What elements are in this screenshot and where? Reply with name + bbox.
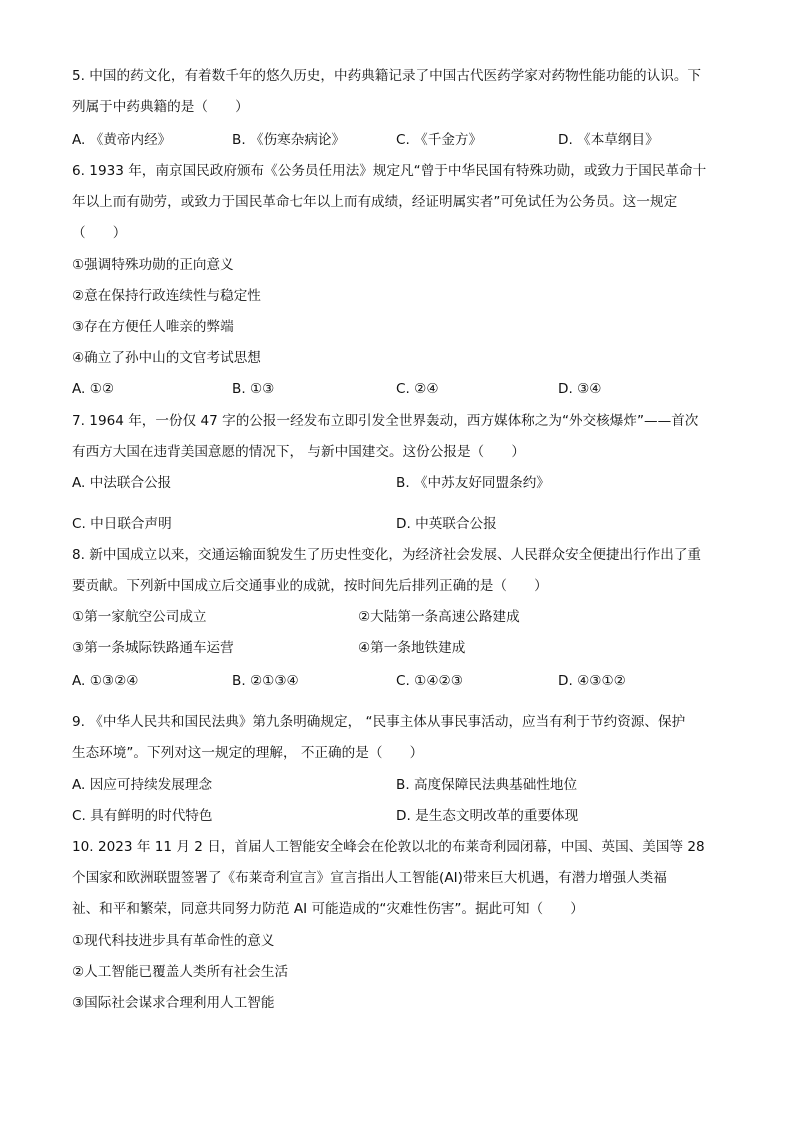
q10-item-1: ①现代科技进步具有革命性的意义 — [72, 933, 275, 949]
q8-item-2: ②大陆第一条高速公路建成 — [358, 609, 520, 625]
q9-stem-line-2: 生态环境”。下列对这一规定的理解， 不正确的是（ ） — [72, 745, 424, 761]
q8-stem-line-1: 8. 新中国成立以来，交通运输面貌发生了历史性变化，为经济社会发展、人民群众安全便捷出行作出了重 — [72, 547, 702, 563]
q7-option-c: C. 中日联合声明 — [72, 516, 172, 532]
q6-option-b: B. ①③ — [232, 381, 275, 397]
q8-stem-line-2: 要贡献。下列新中国成立后交通事业的成就，按时间先后排列正确的是（ ） — [72, 578, 548, 594]
q7-option-d: D. 中英联合公报 — [396, 516, 497, 532]
q6-stem-line-2: 年以上而有勋劳，或致力于国民革命七年以上而有成绩，经证明属实者”可免试任为公务员。这一规定 — [72, 194, 678, 210]
q6-item-2: ②意在保持行政连续性与稳定性 — [72, 288, 261, 304]
q9-option-c: C. 具有鲜明的时代特色 — [72, 808, 213, 824]
q10-stem-line-1: 10. 2023 年 11 月 2 日，首届人工智能安全峰会在伦敦以北的布莱奇利园闭幕，中国、英国、美国等 28 — [72, 839, 705, 855]
q6-option-d: D. ③④ — [558, 381, 602, 397]
q10-item-2: ②人工智能已覆盖人类所有社会生活 — [72, 964, 289, 980]
q8-option-a: A. ①③②④ — [72, 673, 139, 689]
q7-stem-line-1: 7. 1964 年，一份仅 47 字的公报一经发布立即引发全世界轰动，西方媒体称之为“外交核爆炸”——首次 — [72, 413, 699, 429]
q5-option-d: D. 《本草纲目》 — [558, 132, 659, 148]
q10-item-3: ③国际社会谋求合理利用人工智能 — [72, 995, 275, 1011]
q7-stem-line-2: 有西方大国在违背美国意愿的情况下， 与新中国建交。这份公报是（ ） — [72, 444, 525, 460]
q5-option-a: A. 《黄帝内经》 — [72, 132, 172, 148]
q8-option-d: D. ④③①② — [558, 673, 626, 689]
q10-stem-line-3: 祉、和平和繁荣，同意共同努力防范 AI 可能造成的“灾难性伤害”。据此可知（ ） — [72, 901, 584, 917]
q6-option-c: C. ②④ — [396, 381, 439, 397]
q6-option-a: A. ①② — [72, 381, 115, 397]
q8-item-4: ④第一条地铁建成 — [358, 640, 466, 656]
q8-item-3: ③第一条城际铁路通车运营 — [72, 640, 234, 656]
q6-item-1: ①强调特殊功勋的正向意义 — [72, 257, 234, 273]
q6-stem-line-3: （ ） — [72, 225, 127, 241]
q5-stem-line-2: 列属于中药典籍的是（ ） — [72, 99, 249, 115]
q5-option-b: B. 《伤寒杂病论》 — [232, 132, 346, 148]
q9-stem-line-1: 9. 《中华人民共和国民法典》第九条明确规定， “民事主体从事民事活动，应当有利于节约资源、保护 — [72, 714, 686, 730]
q5-option-c: C. 《千金方》 — [396, 132, 483, 148]
q6-item-3: ③存在方便任人唯亲的弊端 — [72, 319, 234, 335]
q6-item-4: ④确立了孙中山的文官考试思想 — [72, 350, 261, 366]
q5-stem-line-1: 5. 中国的药文化，有着数千年的悠久历史，中药典籍记录了中国古代医药学家对药物性能功能的认识。下 — [72, 68, 702, 84]
q8-item-1: ①第一家航空公司成立 — [72, 609, 207, 625]
q9-option-d: D. 是生态文明改革的重要体现 — [396, 808, 579, 824]
q9-option-a: A. 因应可持续发展理念 — [72, 777, 213, 793]
q7-option-b: B. 《中苏友好同盟条约》 — [396, 475, 550, 491]
q8-option-b: B. ②①③④ — [232, 673, 299, 689]
q10-stem-line-2: 个国家和欧洲联盟签署了《布莱奇利宣言》宣言指出人工智能(AI)带来巨大机遇，有潜力增强人类福 — [72, 870, 667, 886]
q7-option-a: A. 中法联合公报 — [72, 475, 172, 491]
q6-stem-line-1: 6. 1933 年，南京国民政府颁布《公务员任用法》规定凡“曾于中华民国有特殊功勋，或致力于国民革命十 — [72, 163, 707, 179]
q9-option-b: B. 高度保障民法典基础性地位 — [396, 777, 578, 793]
q8-option-c: C. ①④②③ — [396, 673, 463, 689]
